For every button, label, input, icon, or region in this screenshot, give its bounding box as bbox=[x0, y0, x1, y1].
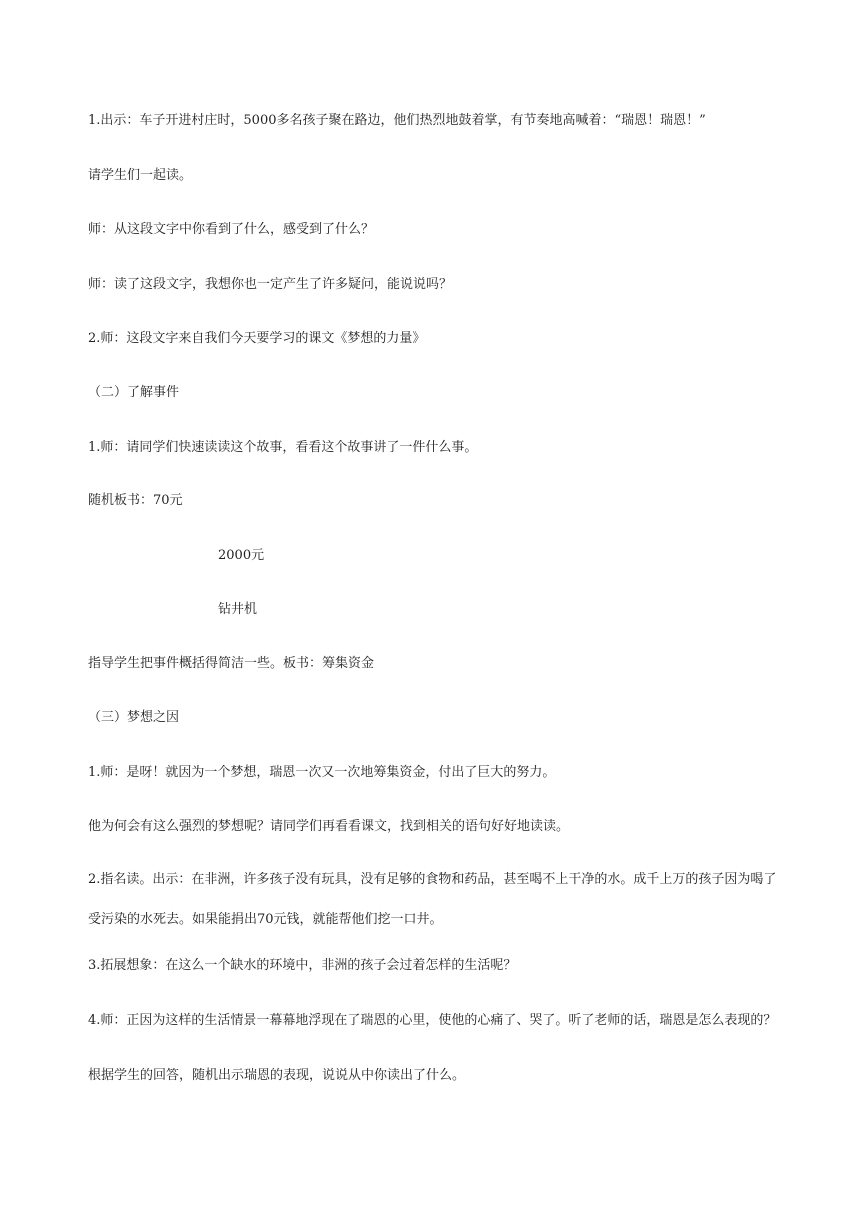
paragraph-board-2000: 2000元 bbox=[218, 548, 265, 563]
paragraph-intro-quote: 1.出示：车子开进村庄时，5000多名孩子聚在路边，他们热烈地鼓着掌，有节奏地高喊着：“瑞恩！瑞恩！” bbox=[88, 113, 706, 128]
paragraph-ryan-performance: 根据学生的回答，随机出示瑞恩的表现，说说从中你读出了什么。 bbox=[88, 1068, 466, 1083]
paragraph-summary: 指导学生把事件概括得简洁一些。板书：筹集资金 bbox=[88, 656, 375, 671]
paragraph-lesson-title: 2.师：这段文字来自我们今天要学习的课文《梦想的力量》 bbox=[88, 331, 426, 346]
section-heading-events: （二）了解事件 bbox=[88, 385, 180, 400]
paragraph-question-see: 师：从这段文字中你看到了什么，感受到了什么？ bbox=[88, 222, 375, 237]
paragraph-fast-reading: 1.师：请同学们快速读读这个故事，看看这个故事讲了一件什么事。 bbox=[88, 440, 478, 455]
paragraph-africa-reading: 2.指名读。出示：在非洲，许多孩子没有玩具，没有足够的食物和药品，甚至喝不上干净的水。成千上万的孩子因为喝了受污染的水死去。如果能捐出70元钱，就能帮他们挖一口井。 bbox=[88, 872, 777, 927]
paragraph-imagination: 3.拓展想象：在这么一个缺水的环境中，非洲的孩子会过着怎样的生活呢？ bbox=[88, 958, 517, 973]
paragraph-board-drill: 钻井机 bbox=[218, 602, 258, 617]
section-heading-dream-reason: （三）梦想之因 bbox=[88, 710, 180, 725]
paragraph-read-together: 请学生们一起读。 bbox=[88, 168, 193, 183]
paragraph-question-doubt: 师：读了这段文字，我想你也一定产生了许多疑问，能说说吗？ bbox=[88, 277, 453, 292]
paragraph-why-dream: 他为何会有这么强烈的梦想呢？请同学们再看看课文，找到相关的语句好好地读读。 bbox=[88, 819, 570, 834]
paragraph-dream-effort: 1.师：是呀！就因为一个梦想，瑞恩一次又一次地筹集资金，付出了巨大的努力。 bbox=[88, 765, 556, 780]
paragraph-board-70: 随机板书：70元 bbox=[88, 493, 183, 508]
paragraph-ryan-feeling: 4.师：正因为这样的生活情景一幕幕地浮现在了瑞恩的心里，使他的心痛了、哭了。听了老师的话，瑞恩是怎么表现的？ bbox=[88, 1013, 777, 1028]
